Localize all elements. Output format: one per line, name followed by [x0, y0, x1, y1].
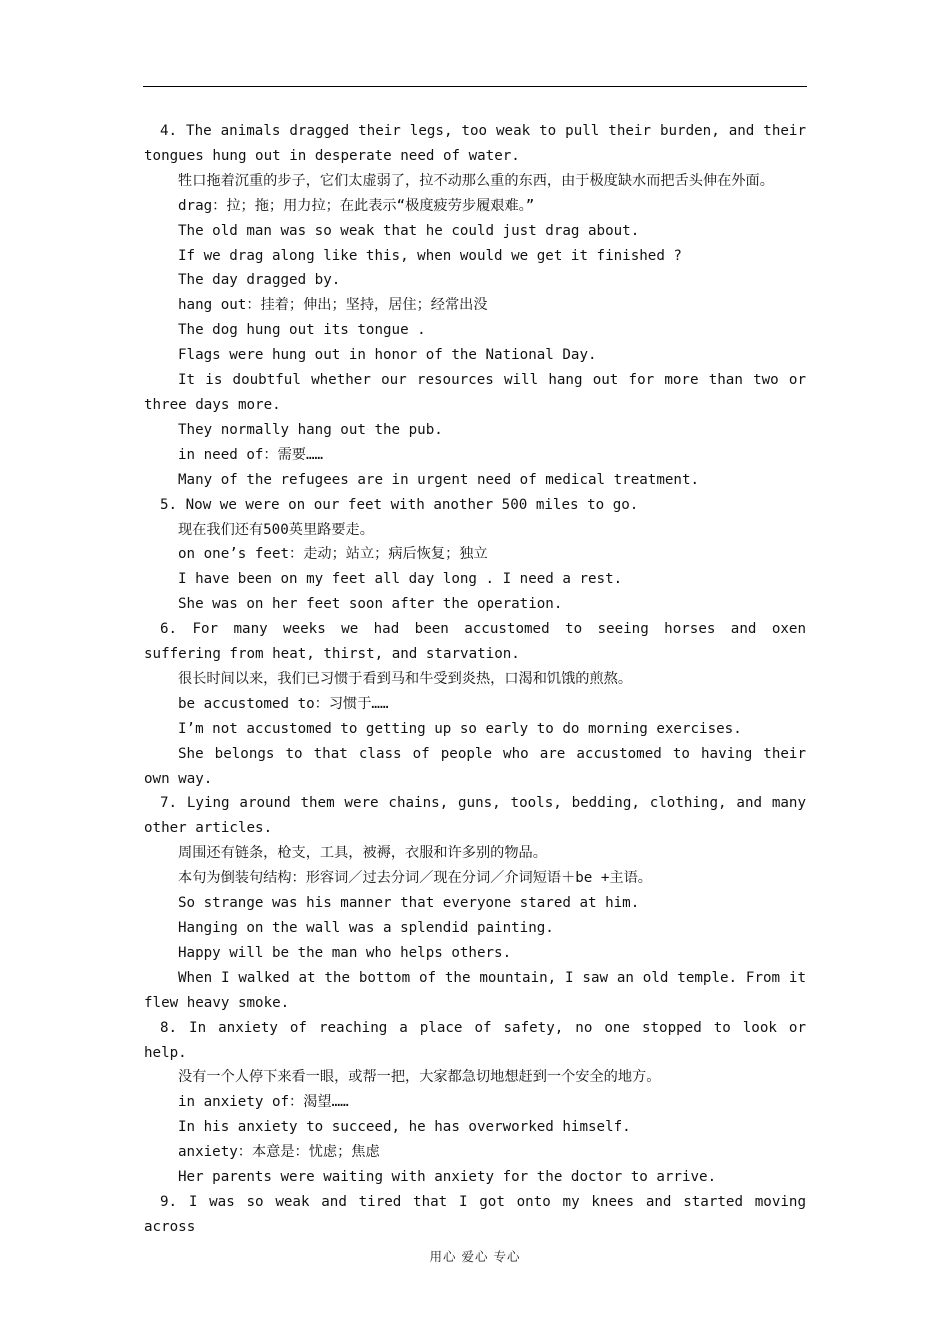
example-sentence: So strange was his manner that everyone stared at him.: [178, 895, 640, 912]
item-5-sentence: 5. Now we were on our feet with another 500 miles to go.: [160, 496, 639, 513]
example-sentence: I have been on my feet all day long . I need a rest.: [178, 571, 623, 588]
vocab-anxiety: anxiety：本意是：忧虑；焦虑: [178, 1144, 380, 1161]
vocab-be-accustomed-to: be accustomed to：习惯于……: [178, 695, 389, 712]
example-sentence: When I walked at the bottom of the mountain, I saw an old temple. From it flew heavy smoke.: [144, 969, 806, 1011]
example-sentence: The dog hung out its tongue .: [178, 322, 426, 339]
document-body: [144, 119, 806, 1240]
item-9-sentence: 9. I was so weak and tired that I got onto my knees and started moving across: [144, 1193, 806, 1235]
example-sentence: The old man was so weak that he could just drag about.: [178, 222, 640, 239]
example-sentence: If we drag along like this, when would we get it finished ?: [178, 247, 682, 264]
example-sentence: Hanging on the wall was a splendid painting.: [178, 920, 554, 936]
example-sentence: The day dragged by.: [178, 272, 341, 289]
item-7-sentence: 7. Lying around them were chains, guns, tools, bedding, clothing, and many other articles.: [144, 795, 806, 837]
item-7-translation: 周围还有链条，枪支，工具，被褥，衣服和许多别的物品。: [178, 845, 547, 862]
example-sentence: In his anxiety to succeed, he has overworked himself.: [178, 1119, 631, 1136]
example-sentence: Her parents were waiting with anxiety for the doctor to arrive.: [178, 1169, 717, 1186]
example-sentence: She belongs to that class of people who are accustomed to having their own way.: [144, 745, 806, 787]
item-4-translation: 牲口拖着沉重的步子，它们太虚弱了，拉不动那么重的东西，由于极度缺水而把舌头伸在外面。: [178, 172, 774, 189]
vocab-on-ones-feet: on one’s feet：走动；站立；病后恢复；独立: [178, 546, 488, 563]
example-sentence: It is doubtful whether our resources will hang out for more than two or three days more.: [144, 372, 806, 413]
item-6-translation: 很长时间以来，我们已习惯于看到马和牛受到炎热，口渴和饥饿的煎熬。: [178, 670, 633, 687]
vocab-drag: drag：拉；拖；用力拉；在此表示“极度疲劳步履艰难。”: [178, 197, 535, 214]
example-sentence: Flags were hung out in honor of the National Day.: [178, 347, 597, 364]
item-4-sentence: 4. The animals dragged their legs, too weak to pull their burden, and their tongues hung out in desperate need of water.: [144, 123, 806, 164]
example-sentence: They normally hang out the pub.: [178, 421, 443, 438]
item-8-sentence: 8. In anxiety of reaching a place of safety, no one stopped to look or help.: [144, 1019, 806, 1061]
grammar-note-inversion: 本句为倒装句结构：形容词／过去分词／现在分词／介词短语＋be +主语。: [178, 870, 652, 887]
item-5-translation: 现在我们还有500英里路要走。: [178, 521, 374, 538]
vocab-hang-out: hang out：挂着；伸出；坚持，居住；经常出没: [178, 297, 488, 314]
example-sentence: Many of the refugees are in urgent need of medical treatment.: [178, 471, 700, 488]
page-footer: 用心 爱心 专心: [429, 1249, 521, 1264]
example-sentence: She was on her feet soon after the operation.: [178, 596, 563, 613]
vocab-in-need-of: in need of：需要……: [178, 446, 324, 463]
item-8-translation: 没有一个人停下来看一眼，或帮一把，大家都急切地想赶到一个安全的地方。: [178, 1069, 661, 1086]
vocab-in-anxiety-of: in anxiety of：渴望……: [178, 1094, 349, 1111]
header-rule: [143, 86, 807, 87]
item-6-sentence: 6. For many weeks we had been accustomed to seeing horses and oxen suffering from heat, thirst, and starvation.: [144, 621, 806, 663]
example-sentence: Happy will be the man who helps others.: [178, 944, 512, 961]
example-sentence: I’m not accustomed to getting up so early to do morning exercises.: [178, 720, 742, 737]
